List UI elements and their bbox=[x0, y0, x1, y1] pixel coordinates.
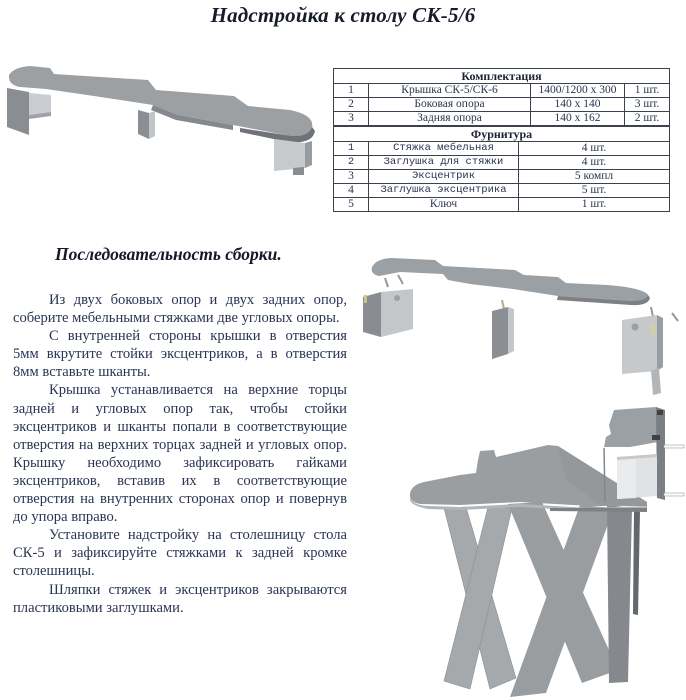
instruction-paragraph: Шляпки стяжек и эксцентриков закрываются пластиковыми заглушками. bbox=[13, 581, 347, 616]
parts-table-header: Комплектация bbox=[334, 69, 670, 84]
table-row bbox=[334, 156, 670, 170]
table-row bbox=[334, 98, 670, 112]
hw-name: Заглушка эксцентрика bbox=[369, 184, 519, 198]
drawing-exploded-view bbox=[345, 255, 686, 405]
hw-name: Заглушка для стяжки bbox=[369, 156, 519, 170]
hw-name: Эксцентрик bbox=[369, 170, 519, 184]
hw-name: Ключ bbox=[369, 198, 519, 212]
part-dims: 140 x 140 bbox=[531, 98, 625, 112]
hardware-table bbox=[333, 126, 670, 212]
hw-name: Стяжка мебельная bbox=[369, 142, 519, 156]
part-num: 2 bbox=[334, 98, 369, 112]
hw-num: 3 bbox=[334, 170, 369, 184]
table-row bbox=[334, 198, 670, 212]
drawing-desk-with-addon bbox=[400, 390, 686, 700]
table-row bbox=[334, 112, 670, 126]
tables-block bbox=[333, 68, 669, 212]
part-qty: 3 шт. bbox=[625, 98, 670, 112]
part-qty: 2 шт. bbox=[625, 112, 670, 126]
hw-qty: 5 компл bbox=[519, 170, 670, 184]
drawing-assembled-shelf bbox=[0, 55, 340, 245]
table-row bbox=[334, 84, 670, 98]
hw-num: 1 bbox=[334, 142, 369, 156]
hw-num: 4 bbox=[334, 184, 369, 198]
part-num: 3 bbox=[334, 112, 369, 126]
part-dims: 140 x 162 bbox=[531, 112, 625, 126]
part-qty: 1 шт. bbox=[625, 84, 670, 98]
hw-qty: 1 шт. bbox=[519, 198, 670, 212]
instruction-paragraph: Установите надстройку на столешницу стола СК-5 и зафиксируйте стяжками к задней кромке столешницы. bbox=[13, 527, 347, 580]
hw-num: 5 bbox=[334, 198, 369, 212]
instruction-paragraph: Из двух боковых опор и двух задних опор, соберите мебельными стяжками две угловых опоры. bbox=[13, 292, 347, 327]
table-row bbox=[334, 142, 670, 156]
part-name: Задняя опора bbox=[369, 112, 531, 126]
instruction-paragraph: Крышка устанавливается на верхние торцы задней и угловых опор так, чтобы стойки эксцентриков и шканты попали в соответствующие отверстия на верхних торцах задней и угловых опор. Крышку необходимо зафиксировать гайками эксцентриков, вставив их в соответствующие отверстия на внутренних сторонах опор и повернув до упора вправо. bbox=[13, 382, 347, 526]
hw-qty: 4 шт. bbox=[519, 156, 670, 170]
hardware-table-header: Фурнитура bbox=[334, 127, 670, 142]
part-name: Боковая опора bbox=[369, 98, 531, 112]
assembly-instructions bbox=[13, 291, 347, 617]
part-dims: 1400/1200 x 300 bbox=[531, 84, 625, 98]
part-name: Крышка СК-5/СК-6 bbox=[369, 84, 531, 98]
page-title: Надстройка к столу СК-5/6 bbox=[210, 3, 476, 27]
table-row bbox=[334, 184, 670, 198]
table-row bbox=[334, 170, 670, 184]
hw-num: 2 bbox=[334, 156, 369, 170]
part-num: 1 bbox=[334, 84, 369, 98]
assembly-heading: Последовательность сборки. bbox=[55, 244, 282, 264]
parts-table bbox=[333, 68, 670, 126]
hw-qty: 5 шт. bbox=[519, 184, 670, 198]
instruction-paragraph: С внутренней стороны крышки в отверстия 5мм вкрутите стойки эксцентриков, а в отверстия 8мм вставьте шканты. bbox=[13, 328, 347, 381]
hw-qty: 4 шт. bbox=[519, 142, 670, 156]
